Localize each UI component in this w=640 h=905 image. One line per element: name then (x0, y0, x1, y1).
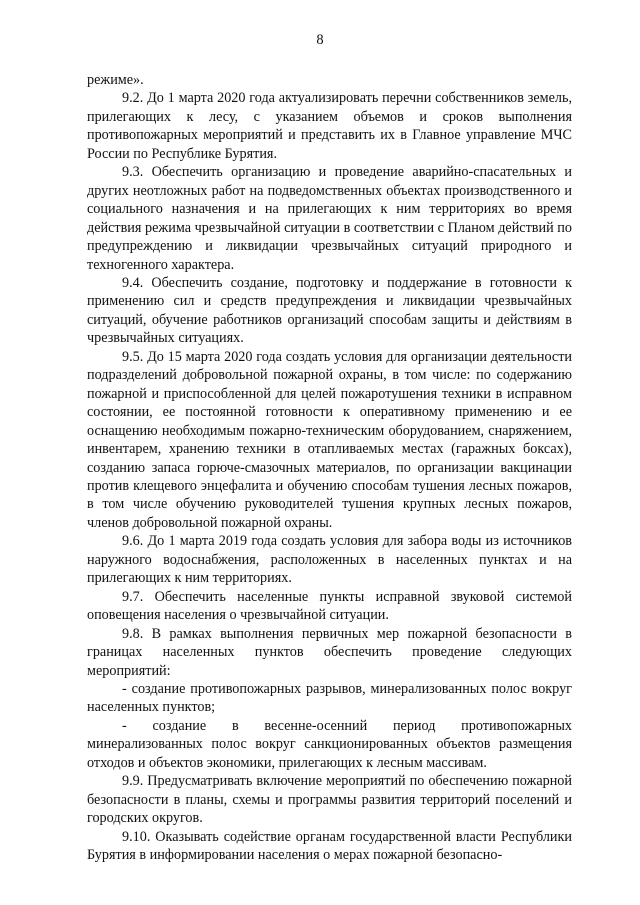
paragraph-9-6: 9.6. До 1 марта 2019 года создать условия для забора воды из источников наружного водоснабжения, расположенных в населенных пунктах и на прилегающих к ним территориях. (87, 533, 572, 587)
document-body (87, 71, 572, 864)
paragraph-9-2: 9.2. До 1 марта 2020 года актуализировать перечни собственников земель, прилегающих к лесу, с указанием объемов и сроков выполнения противопожарных мероприятий и представить их в Главное управление МЧС России по Республике Бурятия. (87, 90, 572, 162)
list-item-firebreaks: - создание противопожарных разрывов, минерализованных полос вокруг населенных пунктов; (87, 680, 572, 716)
paragraph-9-5: 9.5. До 15 марта 2020 года создать условия для организации деятельности подразделений добровольной пожарной охраны, в том числе: по содержанию пожарной и приспособленной для целей пожаротушения техники в исправном состоянии, ее постоянной готовности к оперативному применению и ее оснащению необходимым пожарно-техническим оборудованием, снаряжением, инвентарем, хранению техники в отапливаемых местах (гаражных боксах), созданию запаса горюче-смазочных материалов, по организации вакцинации против клещевого энцефалита и обучению способам тушения лесных пожаров, в том числе обучению руководителей тушения крупных лесных пожаров, членов добровольной пожарной охраны. (87, 348, 572, 531)
paragraph-9-9: 9.9. Предусматривать включение мероприятий по обеспечению пожарной безопасности в планы, схемы и программы развития территорий поселений и городских округов. (87, 773, 572, 827)
paragraph-9-8: 9.8. В рамках выполнения первичных мер пожарной безопасности в границах населенных пунктов обеспечить проведение следующих мероприятий: (87, 625, 572, 679)
paragraph-9-7: 9.7. Обеспечить населенные пункты исправной звуковой системой оповещения населения о чрезвычайной ситуации. (87, 588, 572, 624)
paragraph-9-4: 9.4. Обеспечить создание, подготовку и поддержание в готовности к применению сил и средств предупреждения и ликвидации чрезвычайных ситуаций, обучение работников организаций способам защиты и действиям в чрезвычайных ситуациях. (87, 274, 572, 347)
list-item-mineralized-strips: - создание в весенне-осенний период противопожарных минерализованных полос вокруг санкционированных объектов размещения отходов и объектов экономики, прилегающих к лесным массивам. (87, 717, 572, 771)
page-number: 8 (316, 32, 324, 48)
paragraph-continuation: режиме». (87, 72, 144, 88)
paragraph-9-3: 9.3. Обеспечить организацию и проведение аварийно-спасательных и других неотложных работ на подведомственных объектах производственного и социального назначения и на прилегающих к ним территориях во время действия режима чрезвычайной ситуации в соответствии с Планом действий по предупреждению и ликвидации чрезвычайных ситуаций природного и техногенного характера. (87, 164, 572, 273)
paragraph-9-10: 9.10. Оказывать содействие органам государственной власти Республики Бурятия в информировании населения о мерах пожарной безопасно- (87, 828, 572, 864)
